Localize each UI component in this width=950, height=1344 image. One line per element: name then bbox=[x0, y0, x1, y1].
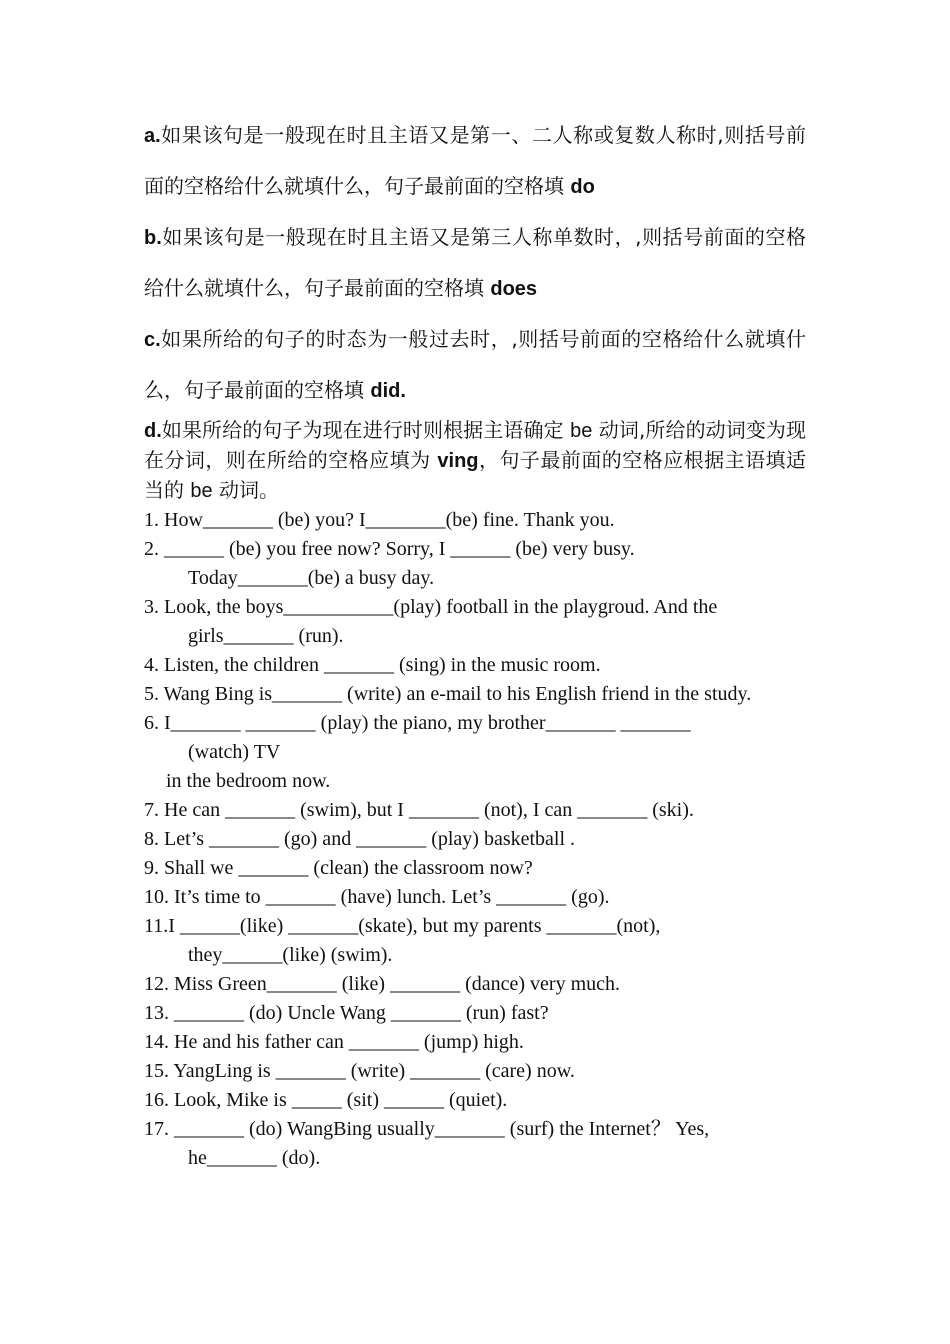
rule-text: ，句子最前面的空格应根据主语填适当的 bbox=[144, 448, 807, 502]
question-12 bbox=[144, 970, 806, 999]
question-17 bbox=[144, 1115, 806, 1173]
question-text: 9. Shall we _______ (clean) the classroom now? bbox=[144, 857, 533, 879]
question-text: 5. Wang Bing is_______ (write) an e-mail to his English friend in the study. bbox=[144, 683, 752, 705]
rule-keyword-ving: ving bbox=[437, 450, 479, 472]
question-8 bbox=[144, 825, 806, 854]
rule-keyword-be: be bbox=[190, 480, 213, 502]
rule-keyword: did. bbox=[370, 380, 406, 402]
question-9 bbox=[144, 854, 806, 883]
question-16 bbox=[144, 1086, 806, 1115]
rule-text: 动词,所给的动词变为现在分词，则在所给的空格应填为 bbox=[144, 418, 807, 472]
question-text: 16. Look, Mike is _____ (sit) ______ (quiet). bbox=[144, 1089, 508, 1111]
question-text: 11.I ______(like) _______(skate), but my parents _______(not), bbox=[144, 915, 661, 937]
question-text: 7. He can _______ (swim), but I _______ (not), I can _______ (ski). bbox=[144, 799, 694, 821]
rule-tag: d. bbox=[144, 420, 162, 442]
rule-b bbox=[144, 212, 806, 314]
question-continuation: in the bedroom now. bbox=[166, 770, 331, 792]
question-4 bbox=[144, 651, 806, 680]
question-7 bbox=[144, 796, 806, 825]
question-continuation: he_______ (do). bbox=[188, 1147, 321, 1169]
rule-text: 如果该句是一般现在时且主语又是第三人称单数时，,则括号前面的空格给什么就填什么，句子最前面的空格填 bbox=[144, 225, 806, 300]
question-text: 17. _______ (do) WangBing usually_______ (surf) the Internet？ Yes, bbox=[144, 1118, 710, 1140]
rule-keyword: does bbox=[490, 278, 538, 300]
rule-tag: a. bbox=[144, 125, 161, 147]
rule-text: 动词。 bbox=[218, 478, 279, 502]
question-15 bbox=[144, 1057, 806, 1086]
question-6 bbox=[144, 709, 806, 796]
question-continuation: they______(like) (swim). bbox=[188, 944, 393, 966]
question-13 bbox=[144, 999, 806, 1028]
question-text: 12. Miss Green_______ (like) _______ (dance) very much. bbox=[144, 973, 620, 995]
rule-text: 如果所给的句子的时态为一般过去时，,则括号前面的空格给什么就填什么，句子最前面的空格填 bbox=[144, 327, 806, 402]
question-text: 10. It’s time to _______ (have) lunch. Let’s _______ (go). bbox=[144, 886, 610, 908]
rule-tag: b. bbox=[144, 227, 162, 249]
question-continuation: (watch) TV bbox=[188, 741, 281, 763]
question-continuation: girls_______ (run). bbox=[188, 625, 344, 647]
rule-text: 如果该句是一般现在时且主语又是第一、二人称或复数人称时,则括号前面的空格给什么就填什么，句子最前面的空格填 bbox=[144, 123, 806, 198]
question-11 bbox=[144, 912, 806, 970]
rule-keyword: do bbox=[570, 176, 595, 198]
question-text: 2. ______ (be) you free now? Sorry, I ______ (be) very busy. bbox=[144, 538, 635, 560]
rule-d bbox=[144, 416, 806, 506]
question-text: 6. I_______ _______ (play) the piano, my brother_______ _______ bbox=[144, 712, 691, 734]
question-3 bbox=[144, 593, 806, 651]
question-continuation: Today_______(be) a busy day. bbox=[188, 567, 435, 589]
rule-c bbox=[144, 314, 806, 416]
question-2 bbox=[144, 535, 806, 593]
rule-keyword-be: be bbox=[570, 420, 593, 442]
question-text: 3. Look, the boys___________(play) football in the playgroud. And the bbox=[144, 596, 718, 618]
question-text: 15. YangLing is _______ (write) _______ (care) now. bbox=[144, 1060, 575, 1082]
rule-a bbox=[144, 110, 806, 212]
question-text: 4. Listen, the children _______ (sing) in the music room. bbox=[144, 654, 601, 676]
question-1 bbox=[144, 506, 806, 535]
question-text: 8. Let’s _______ (go) and _______ (play) basketball . bbox=[144, 828, 576, 850]
question-10 bbox=[144, 883, 806, 912]
question-5 bbox=[144, 680, 806, 709]
question-text: 13. _______ (do) Uncle Wang _______ (run) fast? bbox=[144, 1002, 549, 1024]
rule-tag: c. bbox=[144, 329, 161, 351]
question-text: 1. How_______ (be) you? I________(be) fine. Thank you. bbox=[144, 509, 615, 531]
question-text: 14. He and his father can _______ (jump) high. bbox=[144, 1031, 524, 1053]
worksheet-content bbox=[144, 110, 806, 1173]
question-14 bbox=[144, 1028, 806, 1057]
rule-text: 如果所给的句子为现在进行时则根据主语确定 bbox=[161, 418, 564, 442]
